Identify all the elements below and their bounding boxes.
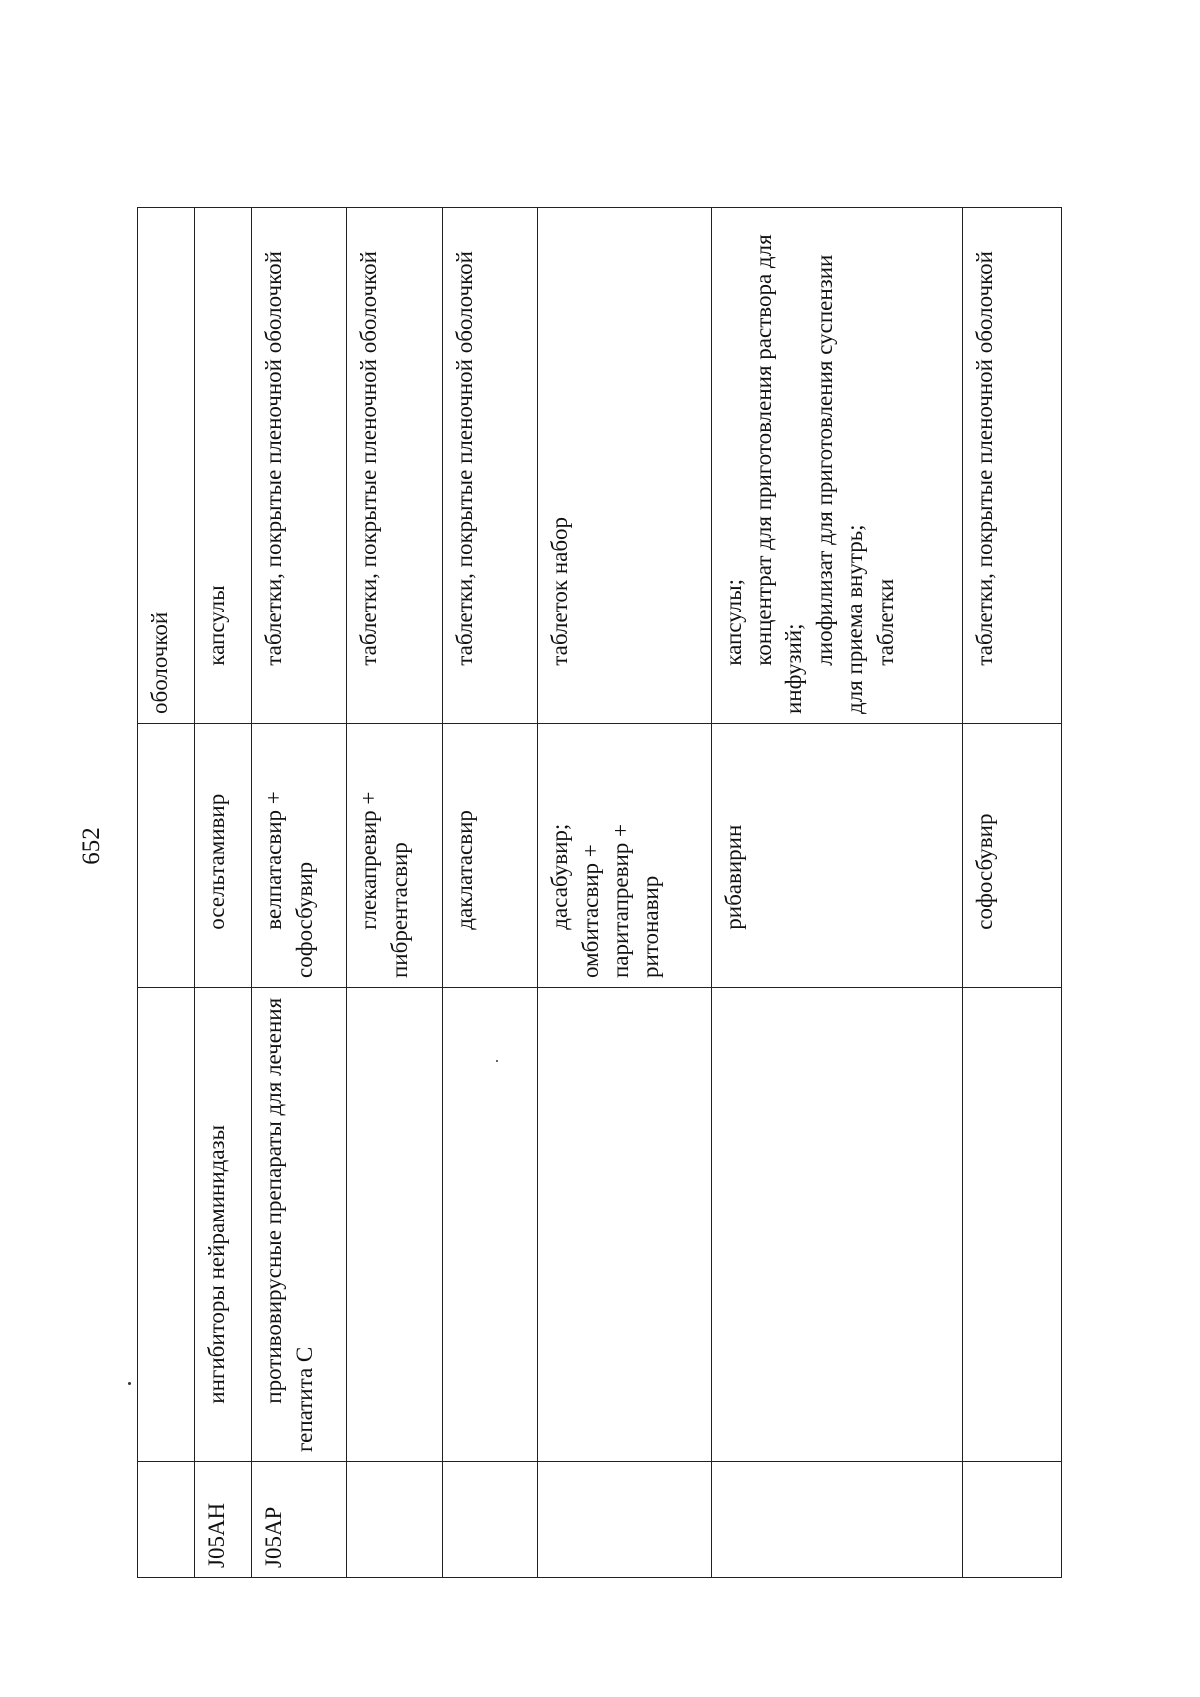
drug-text: велпатасвир + софосбувир: [261, 791, 317, 978]
dosage-form-cell: [443, 208, 538, 724]
drug-cell: [195, 724, 252, 988]
dosage-form-cell: [711, 208, 962, 724]
dosage-form-text: капсулы;: [720, 578, 746, 666]
drug-cell: [138, 724, 195, 988]
group-cell: [711, 988, 962, 1462]
table-row: [962, 208, 1061, 1578]
group-cell: [138, 988, 195, 1462]
group-cell: [347, 988, 443, 1462]
table-row: [443, 208, 538, 1578]
atc-code-cell: [962, 1462, 1061, 1578]
group-text: противовирусные препараты для лечения гепатита C: [261, 997, 317, 1452]
group-cell: [195, 988, 252, 1462]
group-cell: [538, 988, 712, 1462]
dosage-form-text: таблетки, покрытые пленочной оболочкой: [261, 251, 287, 666]
dosage-form-cell: [538, 208, 712, 724]
dosage-form-text: таблеток набор: [547, 516, 573, 666]
atc-code-cell: [138, 1462, 195, 1578]
dosage-form-cell: [347, 208, 443, 724]
dosage-form-cell: [138, 208, 195, 724]
table-row: [711, 208, 962, 1578]
dosage-form-text: таблетки, покрытые пленочной оболочкой: [356, 251, 382, 666]
drug-table: [137, 207, 1062, 1578]
table-row: [138, 208, 195, 1578]
atc-code-cell: [711, 1462, 962, 1578]
group-text: ингибиторы нейраминидазы: [204, 1124, 230, 1404]
scan-speck: [128, 1382, 131, 1385]
atc-code-cell: [443, 1462, 538, 1578]
group-cell: [252, 988, 347, 1462]
page-number-text: 652: [78, 827, 105, 865]
table-row: [538, 208, 712, 1578]
drug-text: рибавирин: [720, 824, 746, 930]
drug-text: софосбувир: [971, 813, 997, 930]
dosage-form-cell: [195, 208, 252, 724]
drug-text: глекапревир + пибрентасвир: [356, 791, 412, 978]
drug-cell: [252, 724, 347, 988]
drug-cell: [443, 724, 538, 988]
table-row: [347, 208, 443, 1578]
drug-cell: [347, 724, 443, 988]
atc-code-cell: J05AP: [252, 1462, 347, 1578]
dosage-form-text: оболочкой: [147, 611, 172, 714]
drug-text: осельтамивир: [204, 793, 230, 930]
drug-table-container: [137, 208, 1062, 1578]
dosage-form-text: таблетки, покрытые пленочной оболочкой: [452, 251, 478, 666]
drug-cell: [711, 724, 962, 988]
dosage-form-text: концентрат для приготовления раствора для инфузий;: [751, 234, 807, 714]
dosage-form-cell: [962, 208, 1061, 724]
drug-text: дасабувир; омбитасвир + паритапревир + ритонавир: [547, 823, 664, 978]
table-row: [195, 208, 252, 1578]
dosage-form-cell: [252, 208, 347, 724]
atc-code-cell: [347, 1462, 443, 1578]
dosage-form-text: таблетки, покрытые пленочной оболочкой: [971, 251, 997, 666]
dosage-form-text: капсулы: [204, 585, 230, 666]
atc-code-cell: J05AH: [195, 1462, 252, 1578]
dosage-form-text: лиофилизат для приготовления суспензии для приема внутрь;: [811, 254, 868, 714]
table-row: [252, 208, 347, 1578]
group-cell: [962, 988, 1061, 1462]
dosage-form-text: таблетки: [872, 578, 898, 666]
drug-cell: [962, 724, 1061, 988]
group-cell: [443, 988, 538, 1462]
drug-cell: [538, 724, 712, 988]
atc-code-cell: [538, 1462, 712, 1578]
drug-text: даклатасвир: [452, 810, 478, 930]
